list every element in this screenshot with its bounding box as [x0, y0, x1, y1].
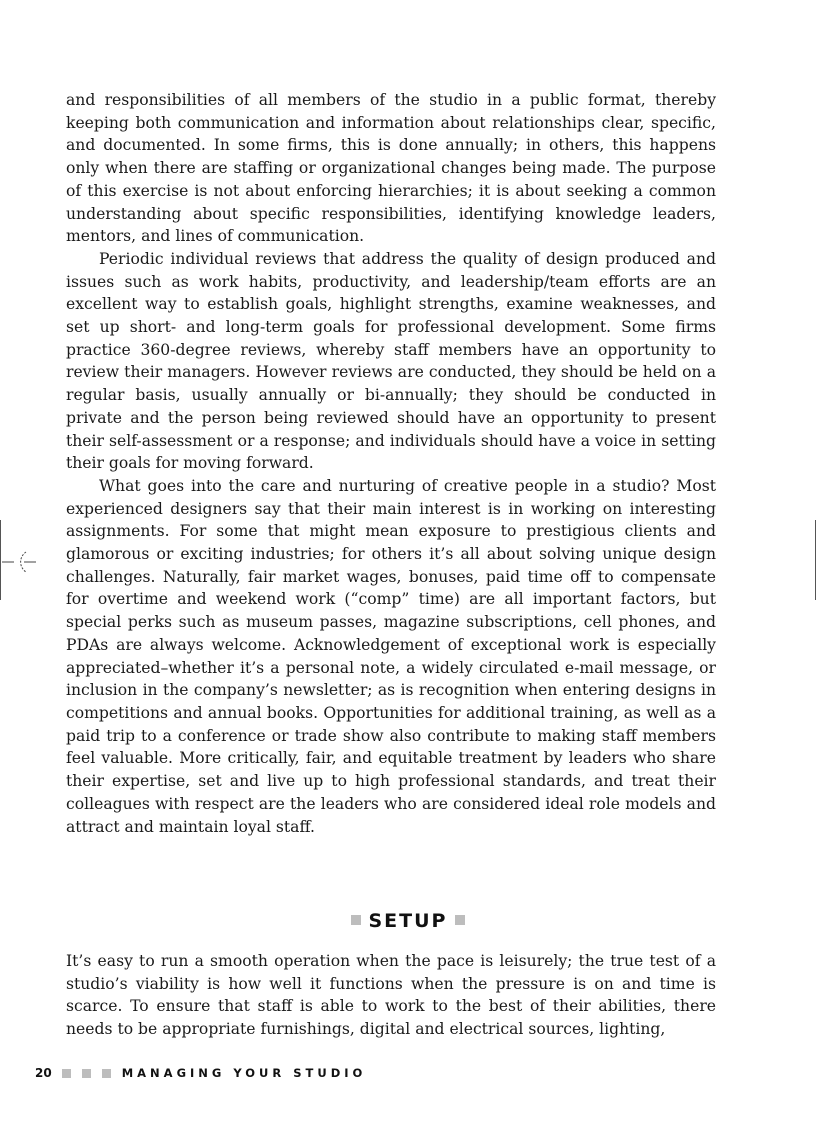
ornament-square-icon: [62, 1069, 71, 1078]
page-number: 20: [35, 1066, 52, 1080]
page-footer: [35, 1066, 366, 1080]
paragraph: and responsibilities of all members of the studio in a public format, thereby keeping both communication and information about relationships clear, specific, and documented. In some firms, this is done annually; in others, this happens only when there are staffing or organizational changes being made. The purpose of this exercise is not about enforcing hierarchies; it is about seeking a common understanding about specific responsibilities, identifying knowledge leaders, mentors, and lines of communication.: [66, 91, 716, 246]
ornament-square-icon: [455, 915, 465, 925]
paragraph: What goes into the care and nurturing of creative people in a studio? Most experienced designers say that their main interest is in working on interesting assignments. For some that might mean exposure to prestigious clients and glamorous or exciting industries; for others it’s all about solving unique design challenges. Naturally, fair market wages, bonuses, paid time off to compensate for overtime and weekend work (“comp” time) are all important factors, but special perks such as museum passes, magazine subscriptions, cell phones, and PDAs are always welcome. Acknowledgement of exceptional work is especially appreciated–whether it’s a personal note, a widely circulated e-mail message, or inclusion in the company’s newsletter; as is recognition when entering designs in competitions and annual books. Opportunities for additional training, as well as a paid trip to a conference or trade show also contribute to making staff members feel valuable. More critically, fair, and equitable treatment by leaders who share their expertise, set and live up to high professional standards, and treat their colleagues with respect are the leaders who are considered ideal role models and attract and maintain loyal staff.: [66, 476, 716, 836]
paragraph: Periodic individual reviews that address the quality of design produced and issues such as work habits, productivity, and leadership/team efforts are an excellent way to establish goals, highlight strengths, examine weaknesses, and set up short- and long-term goals for professional development. Some firms practice 360-degree reviews, whereby staff members have an opportunity to review their managers. However reviews are conducted, they should be held on a regular basis, usually annually or bi-annually; they should be conducted in private and the person being reviewed should have an opportunity to present their self-assessment or a response; and individuals should have a voice in setting their goals for moving forward.: [66, 249, 716, 473]
ornament-square-icon: [102, 1069, 111, 1078]
body-text: [66, 89, 716, 838]
ornament-square-icon: [82, 1069, 91, 1078]
paragraph: It’s easy to run a smooth operation when the pace is leisurely; the true test of a studio’s viability is how well it functions when the pressure is on and time is scarce. To ensure that staff is able to work to the best of their abilities, there needs to be appropriate furnishings, digital and electrical sources, lighting,: [66, 952, 716, 1039]
running-title: MANAGING YOUR STUDIO: [121, 1066, 367, 1080]
section-heading: [0, 910, 816, 932]
section-heading-label: SETUP: [368, 910, 448, 932]
registration-mark-icon: [2, 548, 36, 576]
left-crop-mark: [0, 520, 1, 600]
ornament-square-icon: [351, 915, 361, 925]
section-text: [66, 950, 716, 1041]
